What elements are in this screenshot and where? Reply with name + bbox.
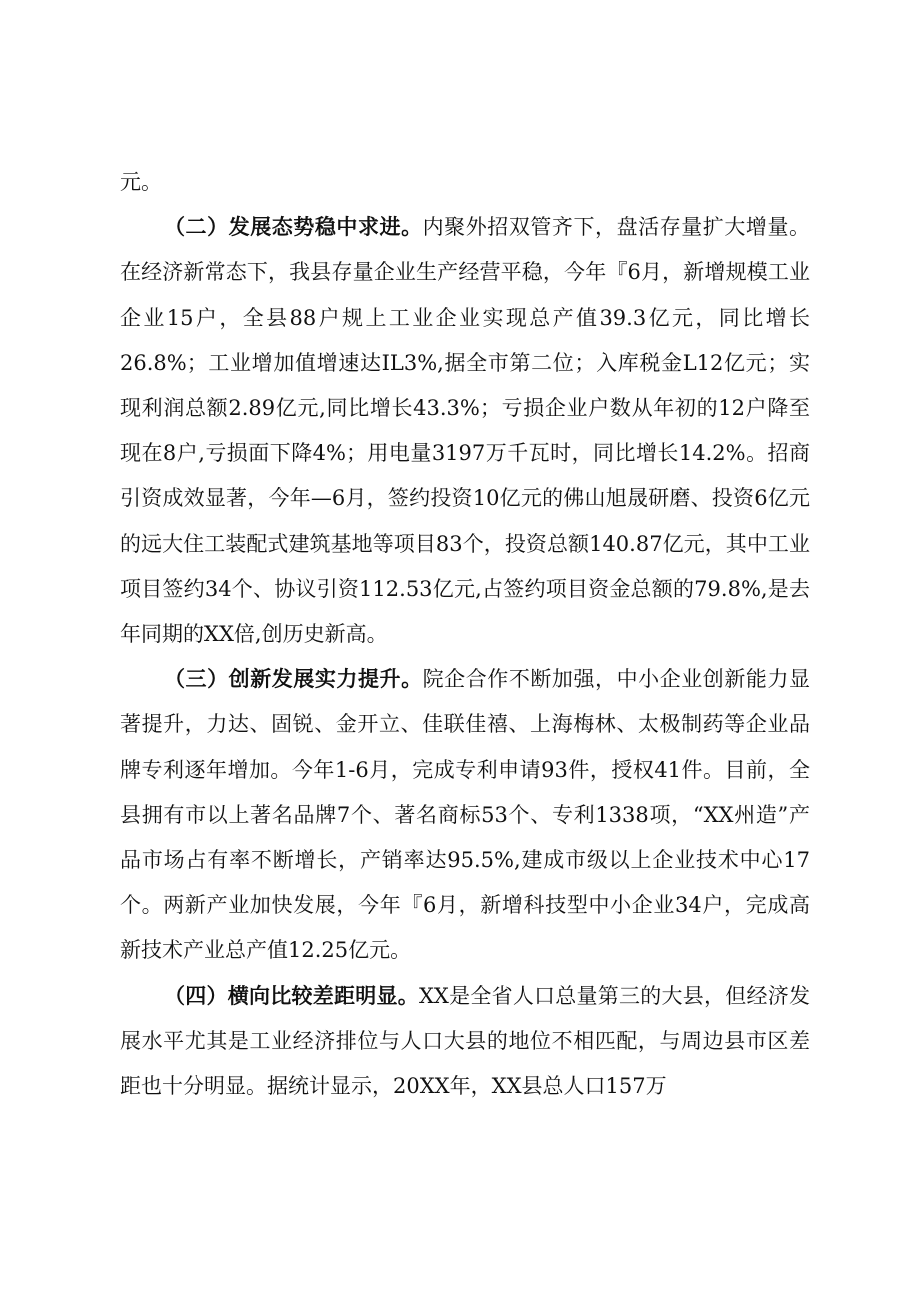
paragraph-continuation bbox=[120, 160, 810, 205]
paragraph-text: 院企合作不断加强，中小企业创新能力显著提升，力达、固锐、金开立、佳联佳禧、上海梅林、太极制药等企业品牌专利逐年增加。今年1-6月，完成专利申请93件，授权41件。目前，全县拥有市以上著名品牌7个、著名商标53个、专利1338项，“XX州造”产品市场占有率不断增长，产销率达95.5%,建成市级以上企业技术中心17个。两新产业加快发展，今年『6月，新增科技型中小企业34户，完成高新技术产业总产值12.25亿元。 bbox=[120, 667, 811, 963]
paragraph-text: 元。 bbox=[120, 170, 162, 194]
section-heading: （三）创新发展实力提升。 bbox=[164, 667, 423, 692]
paragraph-text: XX是全省人口总量第三的大县，但经济发展水平尤其是工业经济排位与人口大县的地位不相匹配，与周边县市区差距也十分明显。据统计显示，20XX年，XX县总人口157万 bbox=[120, 983, 810, 1099]
paragraph-comparison bbox=[120, 974, 810, 1110]
document-body bbox=[120, 160, 810, 1109]
section-heading: （四）横向比较差距明显。 bbox=[164, 983, 419, 1008]
paragraph-development-trend bbox=[120, 205, 810, 657]
paragraph-innovation bbox=[120, 657, 810, 973]
section-heading: （二）发展态势稳中求进。 bbox=[164, 215, 423, 240]
paragraph-text: 内聚外招双管齐下，盘活存量扩大增量。在经济新常态下，我县存量企业生产经营平稳，今年『6月，新增规模工业企业15户，全县88户规上工业企业实现总产值39.3亿元，同比增长26.8%；工业增加值增速达IL3%,据全市第二位；入库税金L12亿元；实现利润总额2.89亿元,同比增长43.3%；亏损企业户数从年初的12户降至现在8户,亏损面下降4%；用电量3197万千瓦时，同比增长14.2%。招商引资成效显著，今年—6月，签约投资10亿元的佛山旭晟研磨、投资6亿元的远大住工装配式建筑基地等项目83个，投资总额140.87亿元，其中工业项目签约34个、协议引资112.53亿元,占签约项目资金总额的79.8%,是去年同期的XX倍,创历史新高。 bbox=[120, 215, 811, 647]
